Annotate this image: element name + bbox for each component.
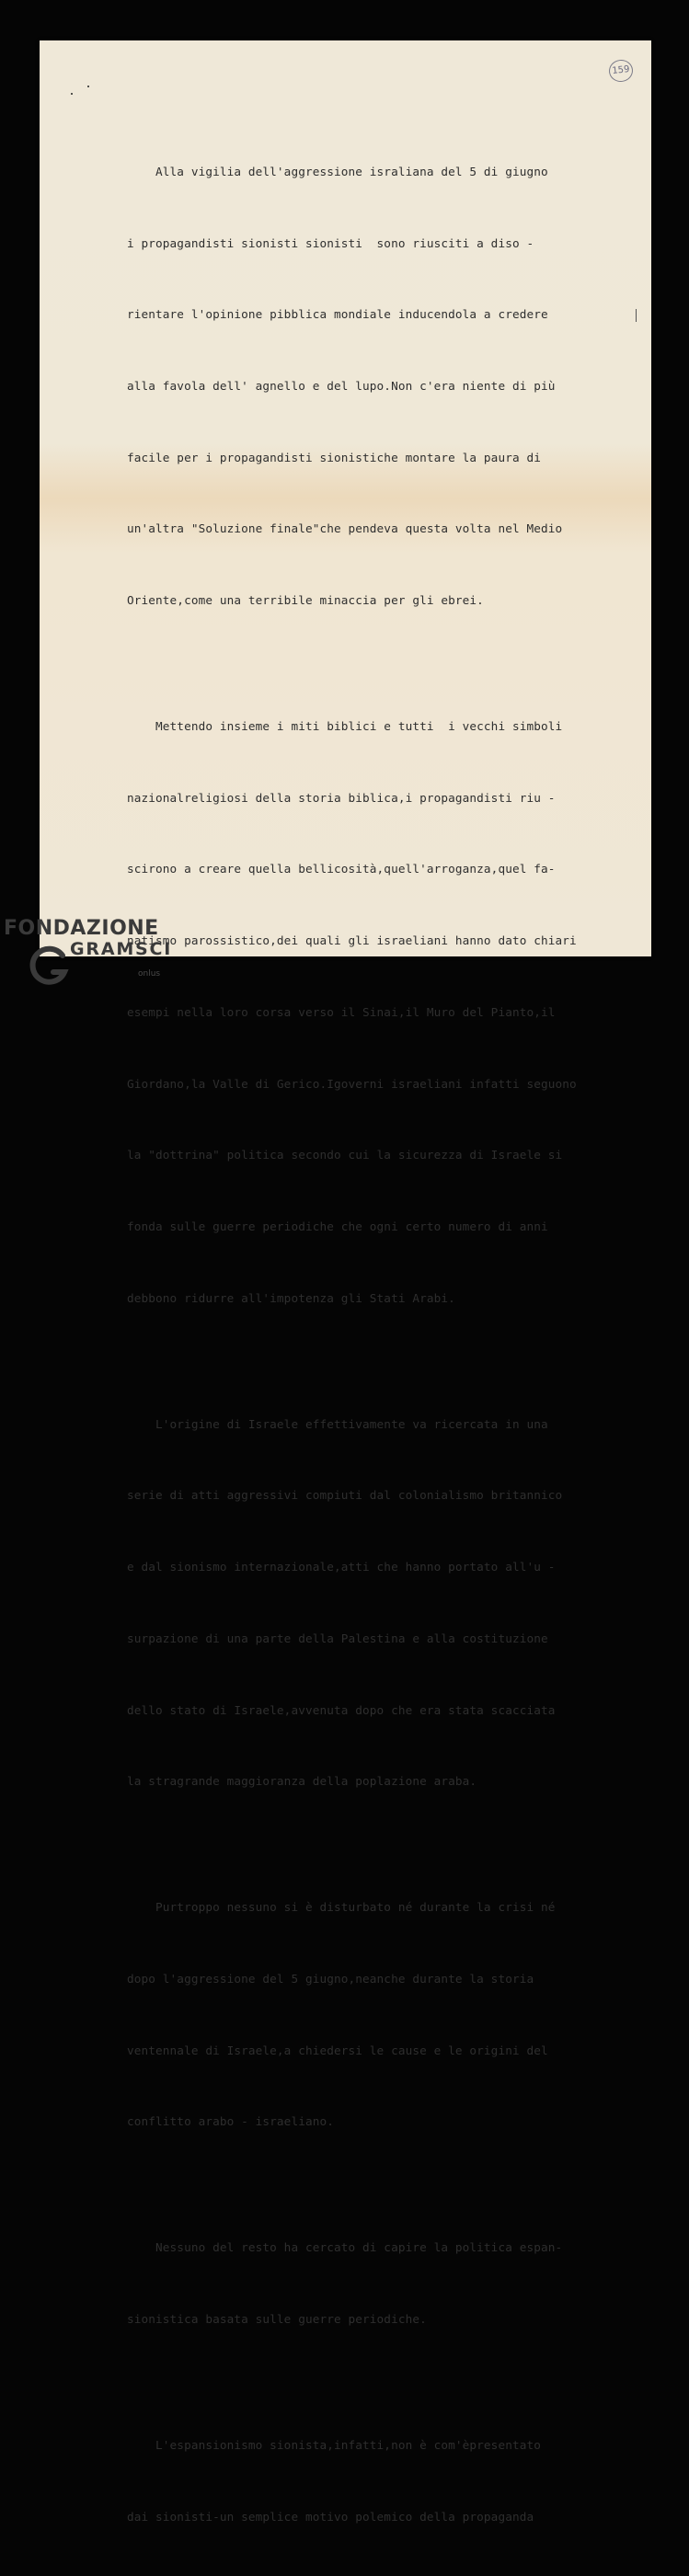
text-line: L'origine di Israele effettivamente va ricercata in una [127, 1416, 548, 1431]
paragraph-gap [127, 1357, 605, 1365]
text-line: esempi nella loro corsa verso il Sinai,il Muro del Pianto,il [127, 1004, 556, 1019]
text-line: un'altra "Soluzione finale"che pendeva questa volta nel Medio [127, 521, 563, 536]
typewritten-text [127, 112, 605, 2576]
text-line: e dal sionismo internazionale,atti che hanno portato all'u - [127, 1560, 556, 1574]
text-line: Purtroppo nessuno si è disturbato né durante la crisi né [127, 1900, 556, 1915]
text-line: dai sionisti-un semplice motivo polemico della propaganda [127, 2509, 534, 2524]
ink-speck [87, 86, 89, 87]
text-line: fonda sulle guerre periodiche che ogni certo numero di anni [127, 1219, 548, 1233]
text-line: Nessuno del resto ha cercato di capire la politica espan- [127, 2240, 563, 2255]
watermark-line2: GRAMSCI [70, 939, 173, 959]
text-line: Oriente,come una terribile minaccia per gli ebrei. [127, 593, 484, 608]
paragraph-gap [127, 2379, 605, 2387]
watermark-line1: FONDAZIONE [4, 917, 159, 940]
text-line: nazionalreligiosi della storia biblica,i propagandisti riu - [127, 790, 556, 805]
gramsci-g-emblem-icon [28, 943, 74, 989]
text-line: surpazione di una parte della Palestina e alla costituzione [127, 1631, 548, 1645]
page-number-stamp: 159 [608, 59, 634, 84]
text-line: serie di atti aggressivi compiuti dal colonialismo britannico [127, 1488, 563, 1503]
text-line: Alla vigilia dell'aggressione israliana del 5 di giugno [127, 164, 548, 178]
text-line: Mettendo insieme i miti biblici e tutti i vecchi simboli [127, 719, 563, 734]
text-line: L'espansionismo sionista,infatti,non è com'èpresentato [127, 2438, 541, 2453]
text-line: rientare l'opinione pibblica mondiale inducendola a credere [127, 307, 548, 322]
text-line: sionistica basata sulle guerre periodiche. [127, 2312, 427, 2327]
text-line: la "dottrina" politica secondo cui la sicurezza di Israele si [127, 1148, 563, 1162]
text-line: facile per i propagandisti sionistiche montare la paura di [127, 450, 541, 464]
text-line: conflitto arabo - israeliano. [127, 2114, 334, 2129]
text-line: i propagandisti sionisti sionisti sono riusciti a diso - [127, 235, 534, 250]
text-line: scirono a creare quella bellicosità,quell'arroganza,quel fa- [127, 862, 556, 876]
watermark-suffix: onlus [138, 969, 161, 979]
text-line: ventennale di Israele,a chiedersi le cause e le origini del [127, 2043, 548, 2057]
text-line: dello stato di Israele,avvenuta dopo che era stata scacciata [127, 1702, 556, 1717]
paragraph-gap [127, 1841, 605, 1849]
fondazione-gramsci-watermark [4, 917, 178, 990]
text-line: natismo parossistico,dei quali gli israeliani hanno dato chiari [127, 933, 577, 948]
text-line: debbono ridurre all'impotenza gli Stati Arabi. [127, 1290, 455, 1305]
paragraph-gap [127, 660, 605, 668]
ink-speck [71, 93, 73, 95]
text-line: Giordano,la Valle di Gerico.Igoverni israeliani infatti seguono [127, 1076, 577, 1091]
margin-pencil-mark [636, 309, 637, 322]
text-line: alla favola dell' agnello e del lupo.Non c'era niente di più [127, 378, 556, 393]
paragraph-gap [127, 2181, 605, 2189]
text-line: la stragrande maggioranza della poplazione araba. [127, 1774, 477, 1789]
text-line: dopo l'aggressione del 5 giugno,neanche durante la storia [127, 1971, 534, 1986]
